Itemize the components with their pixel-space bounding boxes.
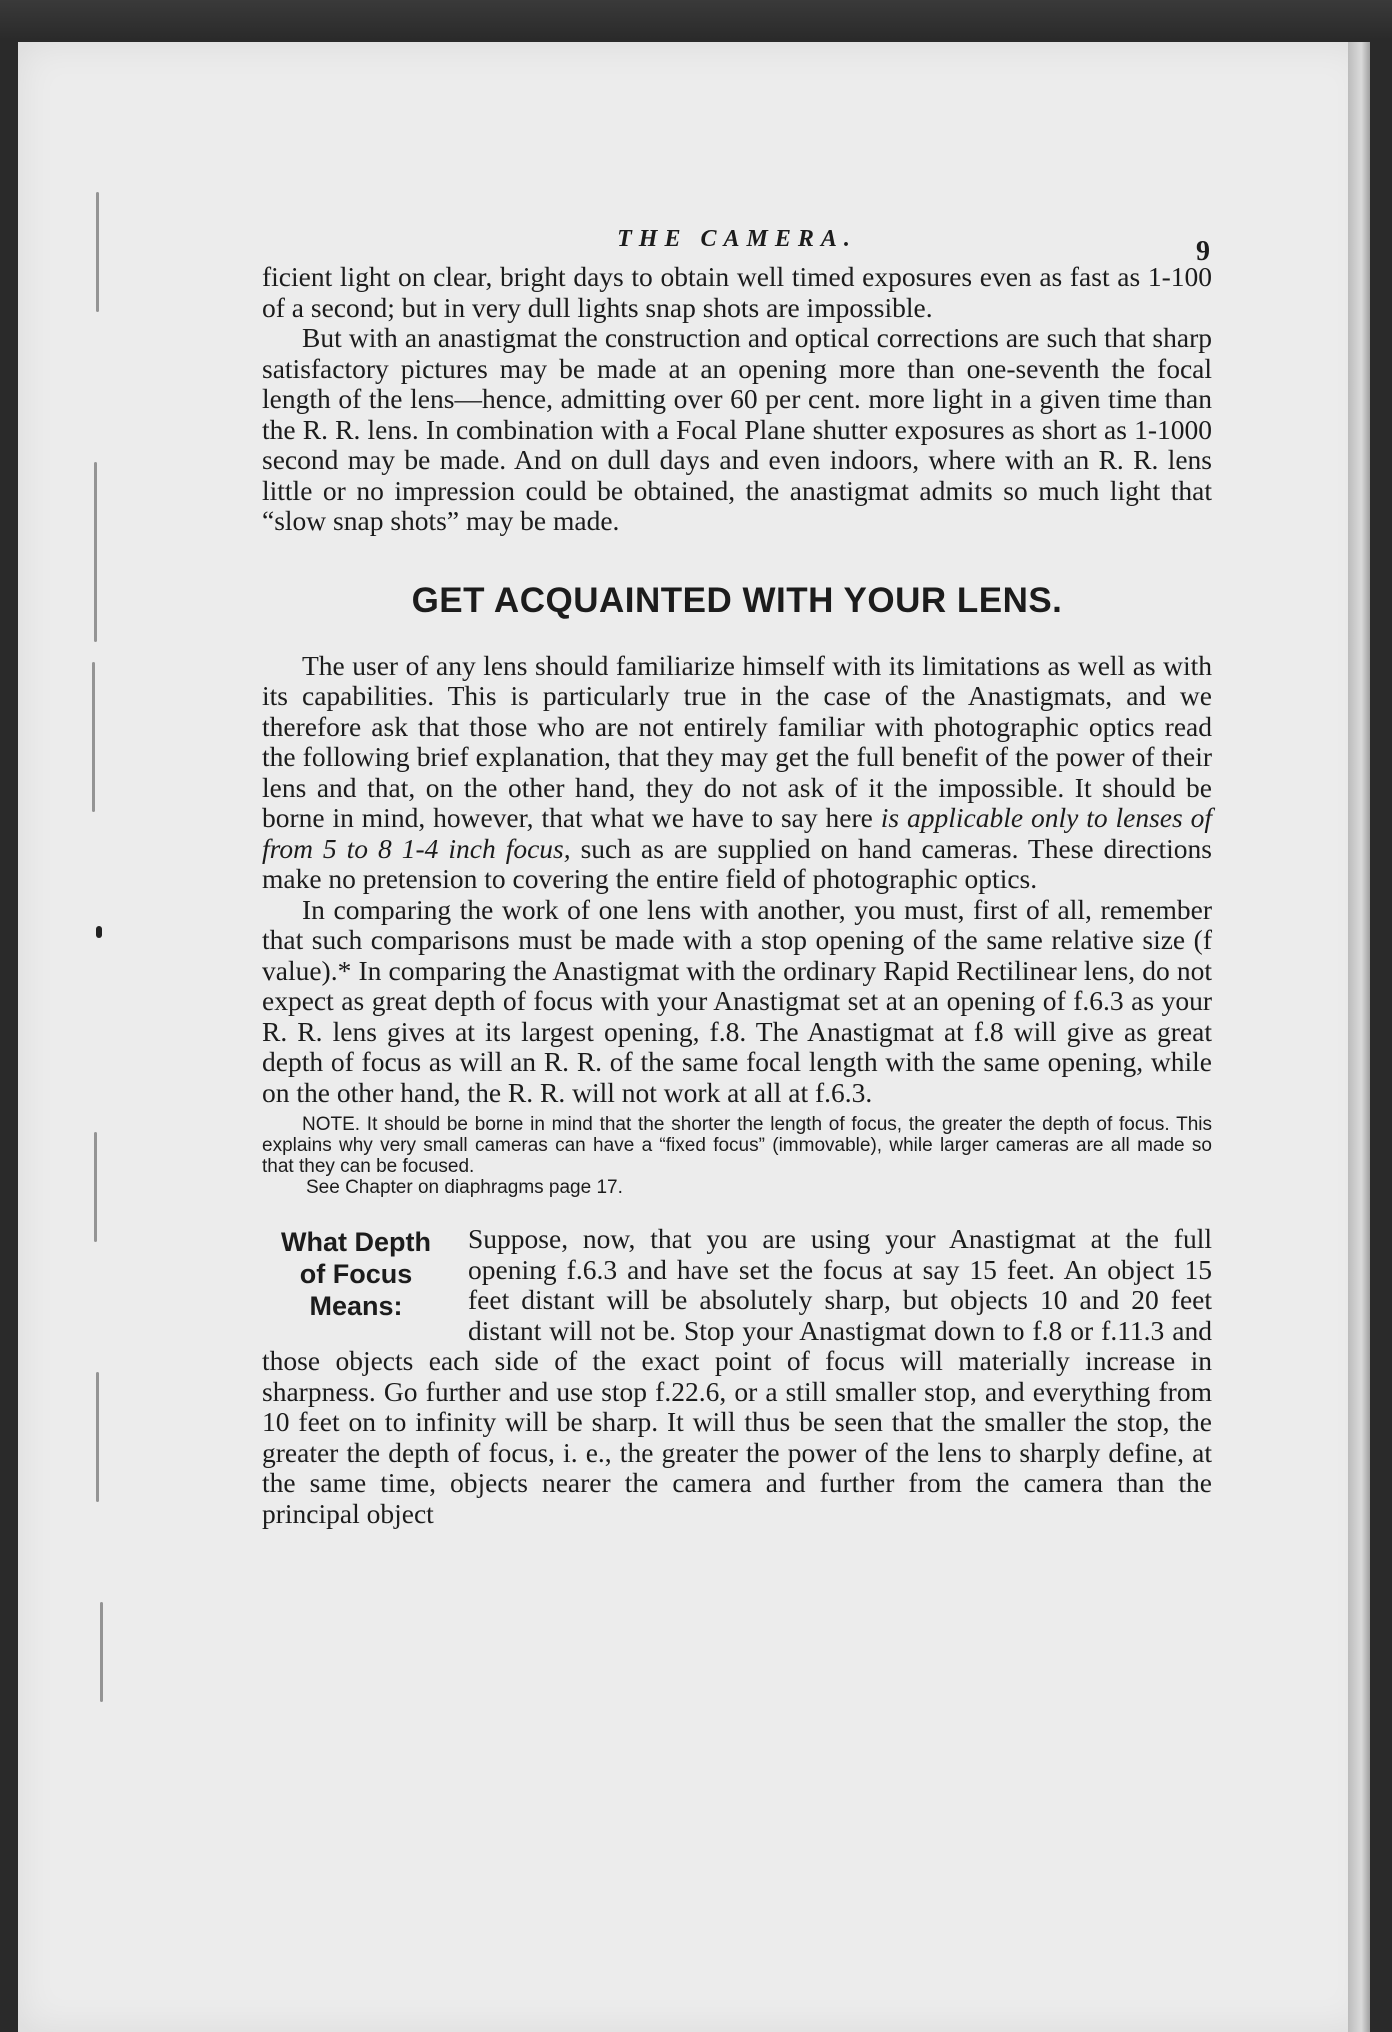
italic-emphasis: is applicable only to lenses of from 5 to 8 1-4 inch focus,	[262, 802, 1212, 864]
section-heading: GET ACQUAINTED WITH YOUR LENS.	[411, 580, 1063, 620]
edge-mark	[100, 1602, 103, 1702]
sidebar-line: What Depth	[281, 1227, 431, 1257]
running-title: THE CAMERA.	[617, 226, 857, 252]
ink-speck	[96, 926, 102, 938]
text-run: The user of any lens should familiarize himself with its limitations as well as with its capabilities. This is particularly true in the case of the Anastigmats, and we therefore ask that those who are not entirely familiar with photographic optics read the following brief explanation, that they may get the full benefit of the power of their lens and that, on the other hand, they do not ask of it the impossible. It should be borne in mind, however, that what we have to say here	[262, 649, 1212, 833]
footnote	[262, 1114, 1212, 1198]
page-number: 9	[1196, 236, 1210, 267]
edge-mark	[96, 192, 99, 312]
edge-mark	[96, 1372, 99, 1502]
sidebar-heading	[262, 1226, 450, 1322]
book-page	[18, 42, 1370, 2032]
edge-mark	[94, 1132, 97, 1242]
paragraph-anastigmat: But with an anastigmat the construction and optical corrections are such that sharp satisfactory pictures may be made at an opening more than one-seventh the focal length of the lens—hence, admitting over 60 per cent. more light in a given time than the R. R. lens. In combination with a Focal Plane shutter exposures as short as 1-1000 second may be made. And on dull days and even indoors, where with an R. R. lens little or no impression could be obtained, the anastigmat admits so much light that “slow snap shots” may be made.	[262, 322, 1212, 536]
paragraph-user-of-lens	[262, 651, 1212, 895]
page-right-edge	[1348, 42, 1370, 2032]
sidebar-line: Means:	[309, 1291, 403, 1321]
footnote-text: NOTE. It should be borne in mind that the shorter the length of focus, the greater the depth of focus. This explains why very small cameras can have a “fixed focus” (immovable), while larger cameras are all made so that they can be focused.	[262, 1114, 1212, 1177]
edge-mark	[92, 662, 95, 812]
paragraph-continued: ficient light on clear, bright days to obtain well timed exposures even as fast as 1-100 of a second; but in very dull lights snap shots are impossible.	[262, 261, 1212, 323]
edge-mark	[94, 462, 97, 642]
paragraph-depth-of-focus: Suppose, now, that you are using your Anastigmat at the full opening f.6.3 and have set the focus at say 15 feet. An object 15 feet distant will be absolutely sharp, but objects 10 and 20 feet distant will not be. Stop your Anastigmat down to f.8 or f.11.3 and those objects each side of the exact point of focus will materially increase in sharpness. Go further and use stop f.22.6, or a still smaller stop, and everything from 10 feet on to infinity will be sharp. It will thus be seen that the smaller the stop, the greater the depth of focus, i. e., the greater the power of the lens to sharply define, at the same time, objects nearer the camera and further from the camera than the principal object	[262, 1223, 1212, 1529]
running-header	[262, 192, 1212, 267]
sidebar-line: of Focus	[299, 1259, 413, 1289]
page-content	[262, 192, 1212, 1529]
text-run: such as are supplied on hand cameras. These directions make no pretension to covering the entire field of photographic optics.	[262, 832, 1213, 894]
footnote-reference: See Chapter on diaphragms page 17.	[306, 1177, 623, 1198]
depth-of-focus-section	[262, 1224, 1212, 1529]
paragraph-comparing-lenses: In comparing the work of one lens with another, you must, first of all, remember that such comparisons must be made with a stop opening of the same relative size (f value).* In comparing the Anastigmat with the ordinary Rapid Rectilinear lens, do not expect as great depth of focus with your Anastigmat set at an opening of f.6.3 as your R. R. lens gives at its largest opening, f.8. The Anastigmat at f.8 will give as great depth of focus as will an R. R. of the same focal length with the same opening, while on the other hand, the R. R. will not work at all at f.6.3.	[262, 893, 1212, 1108]
